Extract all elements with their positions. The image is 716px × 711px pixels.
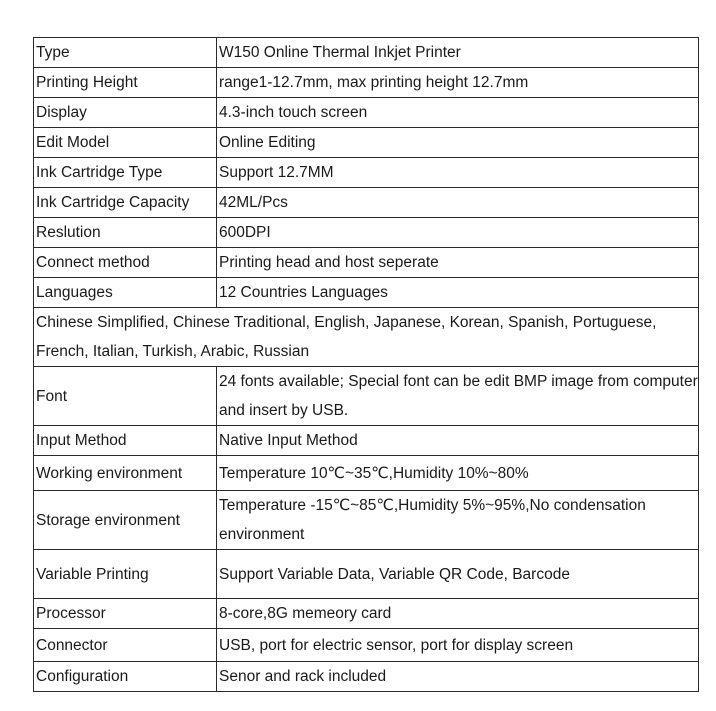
row-value: 24 fonts available; Special font can be edit BMP image from computer and insert by USB. — [217, 367, 699, 426]
table-row — [34, 188, 699, 218]
row-value: 8-core,8G memeory card — [217, 599, 699, 629]
row-value: Support Variable Data, Variable QR Code, Barcode — [217, 550, 699, 599]
row-value: 4.3-inch touch screen — [217, 98, 699, 128]
row-value: W150 Online Thermal Inkjet Printer — [217, 38, 699, 68]
row-value: Temperature -15℃~85℃,Humidity 5%~95%,No condensation environment — [217, 491, 699, 550]
row-label: Edit Model — [34, 128, 217, 158]
row-label: Variable Printing — [34, 550, 217, 599]
table-row — [34, 599, 699, 629]
row-label: Languages — [34, 278, 217, 308]
row-value: range1-12.7mm, max printing height 12.7mm — [217, 68, 699, 98]
table-row — [34, 128, 699, 158]
table-row — [34, 367, 699, 426]
spec-table — [33, 37, 699, 692]
row-label: Printing Height — [34, 68, 217, 98]
row-label: Ink Cartridge Type — [34, 158, 217, 188]
row-label: Input Method — [34, 426, 217, 456]
table-row — [34, 629, 699, 662]
row-label: Configuration — [34, 662, 217, 692]
table-row — [34, 158, 699, 188]
table-row — [34, 426, 699, 456]
table-row — [34, 308, 699, 367]
row-label: Display — [34, 98, 217, 128]
row-value: 42ML/Pcs — [217, 188, 699, 218]
table-row — [34, 248, 699, 278]
table-row — [34, 98, 699, 128]
table-row — [34, 491, 699, 550]
table-row — [34, 662, 699, 692]
row-label: Connect method — [34, 248, 217, 278]
row-label: Connector — [34, 629, 217, 662]
row-label: Reslution — [34, 218, 217, 248]
table-row — [34, 68, 699, 98]
row-value: 12 Countries Languages — [217, 278, 699, 308]
table-row — [34, 38, 699, 68]
row-value: USB, port for electric sensor, port for display screen — [217, 629, 699, 662]
row-label: Working environment — [34, 456, 217, 491]
row-value: Senor and rack included — [217, 662, 699, 692]
table-row — [34, 550, 699, 599]
row-label: Processor — [34, 599, 217, 629]
row-label: Font — [34, 367, 217, 426]
table-row — [34, 456, 699, 491]
row-value: 600DPI — [217, 218, 699, 248]
row-value: Support 12.7MM — [217, 158, 699, 188]
row-label: Storage environment — [34, 491, 217, 550]
table-row — [34, 218, 699, 248]
languages-list: Chinese Simplified, Chinese Traditional, English, Japanese, Korean, Spanish, Portuguese, French, Italian, Turkish, Arabic, Russian — [34, 308, 699, 367]
row-value: Online Editing — [217, 128, 699, 158]
row-label: Ink Cartridge Capacity — [34, 188, 217, 218]
row-label: Type — [34, 38, 217, 68]
row-value: Printing head and host seperate — [217, 248, 699, 278]
row-value: Native Input Method — [217, 426, 699, 456]
row-value: Temperature 10℃~35℃,Humidity 10%~80% — [217, 456, 699, 491]
table-row — [34, 278, 699, 308]
